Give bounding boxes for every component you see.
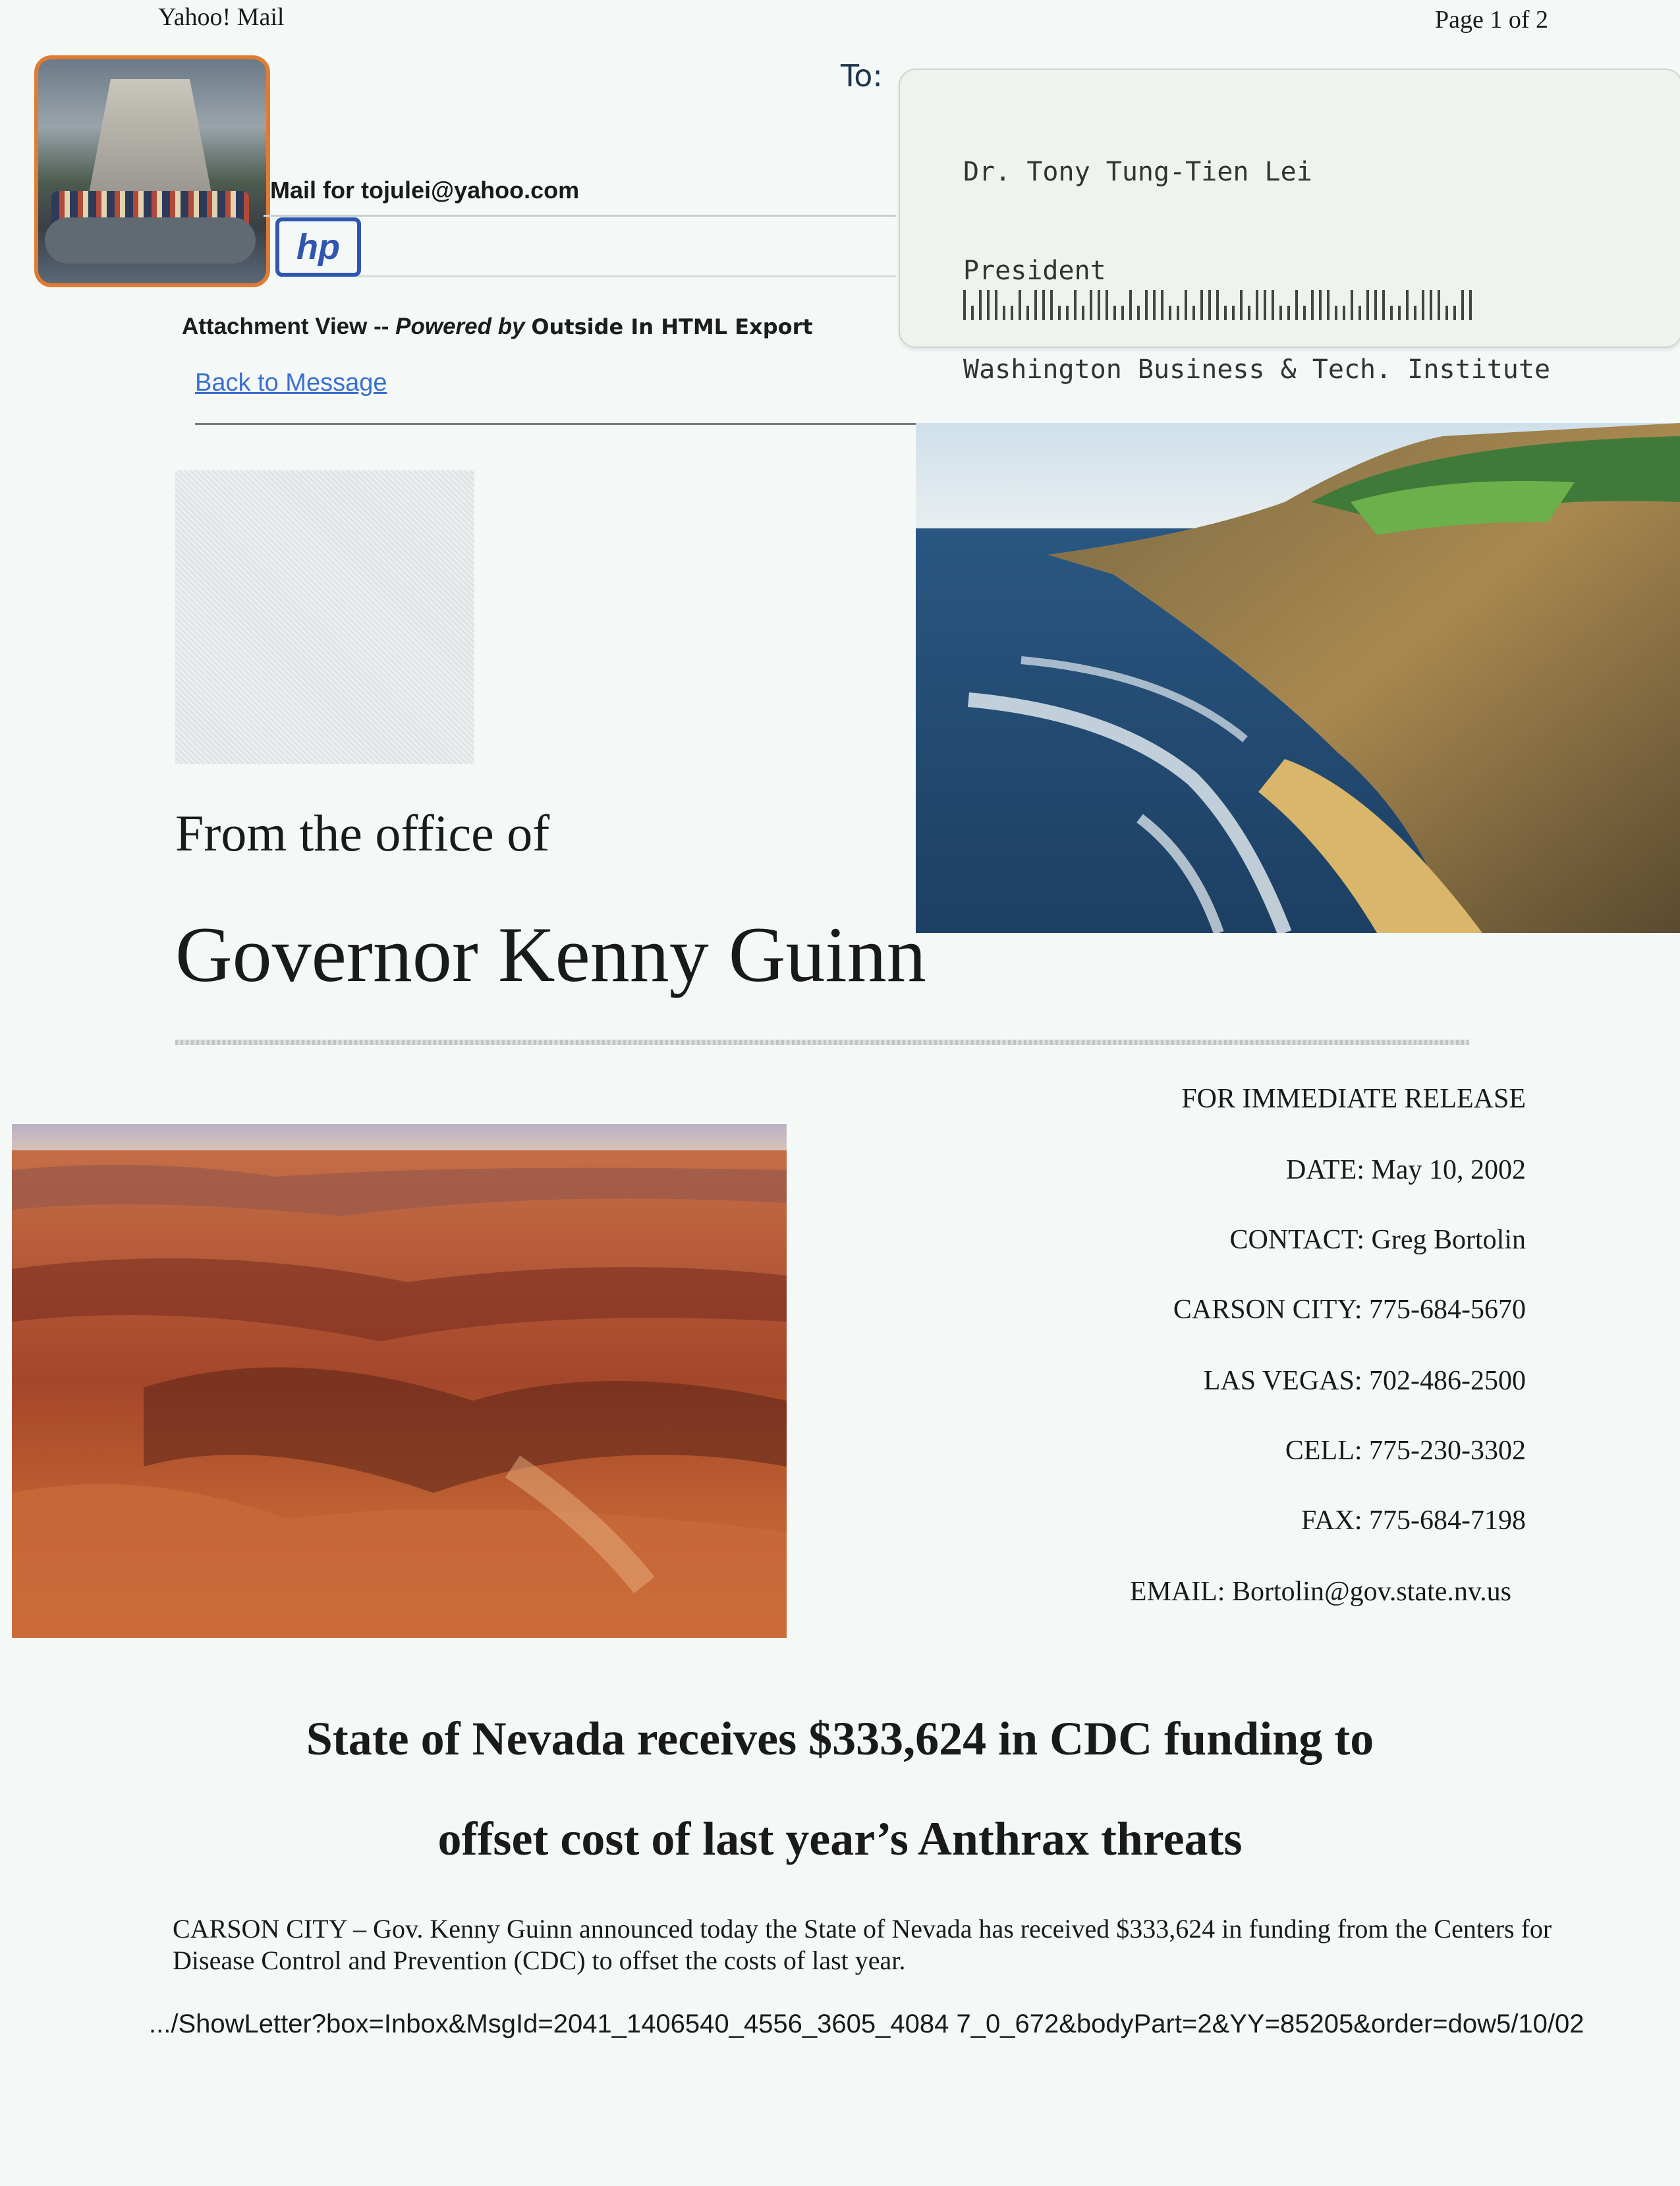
hp-logo-icon: hp: [275, 217, 361, 277]
divider: [195, 423, 920, 425]
export-product: Outside In HTML Export: [531, 314, 813, 339]
headline-line: offset cost of last year’s Anthrax threats: [437, 1812, 1243, 1865]
release-line: FOR IMMEDIATE RELEASE: [1181, 1084, 1526, 1114]
header-divider-lower: [356, 275, 896, 277]
header-divider: [264, 215, 896, 217]
release-line: CELL: 775-230-3302: [1285, 1436, 1526, 1466]
headline-line: State of Nevada receives $333,624 in CDC funding to: [306, 1712, 1374, 1765]
release-line: CARSON CITY: 775-684-5670: [1173, 1295, 1526, 1325]
address-line: President: [963, 256, 1106, 286]
print-header-title: Yahoo! Mail: [158, 3, 285, 31]
image-placeholder: [175, 470, 474, 764]
canyon-photo: [12, 1124, 787, 1638]
attachment-view-label: [182, 314, 813, 340]
divider: [175, 1040, 1469, 1045]
release-line: DATE: May 10, 2002: [1286, 1155, 1526, 1185]
mail-header-photo: [34, 55, 270, 287]
powered-by: Powered by: [395, 314, 525, 339]
address-label: [899, 69, 1680, 385]
to-handwritten-label: To:: [841, 58, 883, 94]
coastline-photo: [916, 423, 1680, 933]
release-line: FAX: 775-684-7198: [1301, 1505, 1526, 1536]
attachment-view-prefix: Attachment View --: [182, 314, 396, 339]
governor-heading: Governor Kenny Guinn: [175, 911, 926, 998]
release-line: LAS VEGAS: 702-486-2500: [1203, 1366, 1526, 1396]
address-line: Dr. Tony Tung-Tien Lei: [963, 157, 1312, 187]
from-office-heading: From the office of: [175, 804, 550, 862]
mail-for-label: Mail for tojulei@yahoo.com: [270, 177, 580, 204]
back-to-message-link[interactable]: Back to Message: [195, 369, 387, 397]
release-line: CONTACT: Greg Bortolin: [1229, 1225, 1526, 1255]
footer-url: .../ShowLetter?box=Inbox&MsgId=2041_1406540_4556_3605_4084 7_0_672&bodyPart=2&YY=85205&order=dow5/10/02: [149, 2009, 1584, 2038]
address-line: Washington Business & Tech. Institute: [963, 354, 1551, 385]
release-line: EMAIL: Bortolin@gov.state.nv.us: [1129, 1577, 1511, 1607]
body-paragraph: CARSON CITY – Gov. Kenny Guinn announced today the State of Nevada has received $333,624 in funding from the Centers for Disease Control and Prevention (CDC) to offset the costs of last year.: [173, 1914, 1552, 1975]
page-number: Page 1 of 2: [1434, 6, 1548, 34]
postal-barcode: [963, 290, 1477, 320]
